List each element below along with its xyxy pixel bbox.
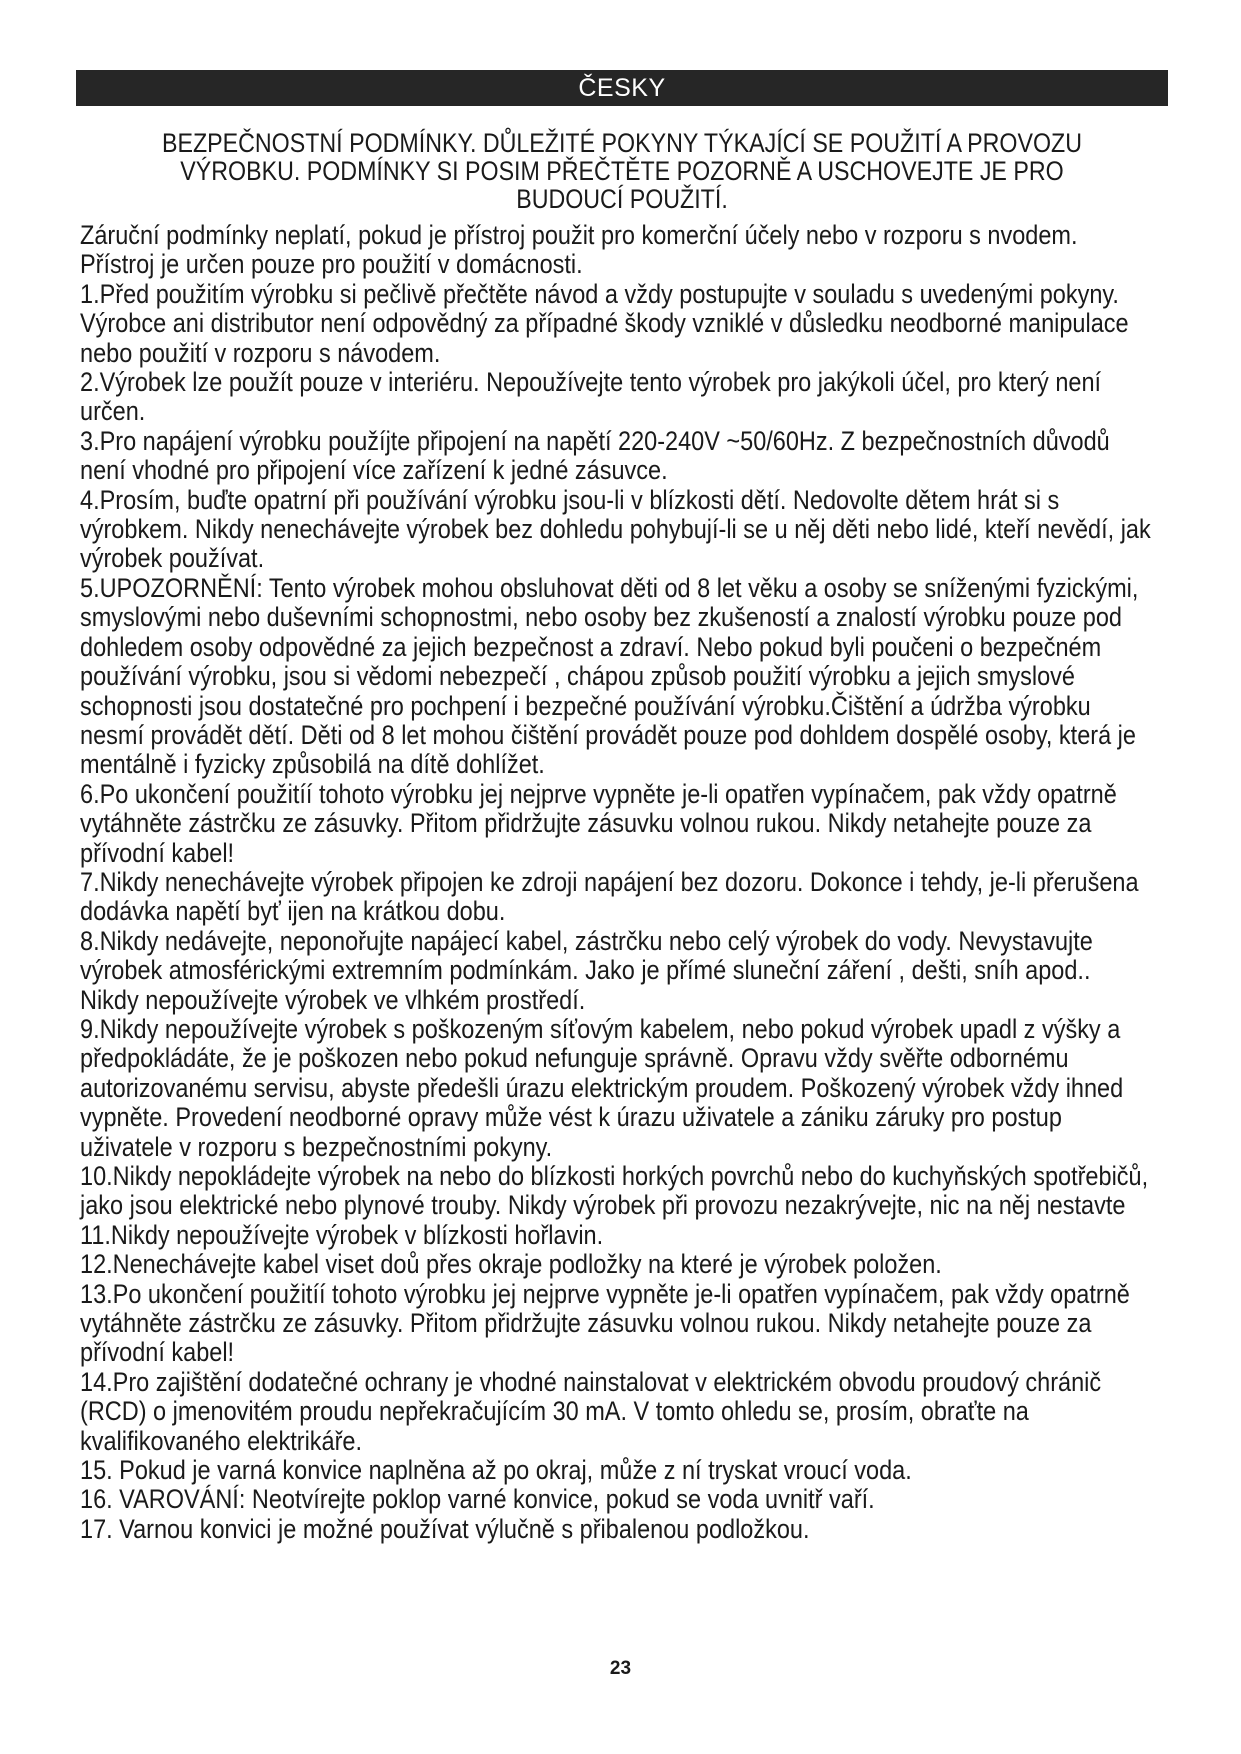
safety-item-6: 6.Po ukončení použitíí tohoto výrobku jej nejprve vypněte je-li opatřen vypínačem, pak vždy opatrně vytáhněte zástrčku ze zásuvky. Přitom přidržujte zásuvku volnou rukou. Nikdy netahejte pouze za přívodní kabel!	[80, 778, 1117, 868]
safety-content	[80, 221, 1152, 1544]
safety-item-17: 17. Varnou konvici je možné používat výlučně s přibalenou podložkou.	[80, 1513, 810, 1544]
safety-item-7: 7.Nikdy nenechávejte výrobek připojen ke zdroji napájení bez dozoru. Dokonce i tehdy, je-li přerušena dodávka napětí byť ijen na krátkou dobu.	[80, 866, 1139, 927]
safety-item-1: 1.Před použitím výrobku si pečlivě přečtěte návod a vždy postupujte v souladu s uvedenými pokyny. Výrobce ani distributor není odpovědný za případné škody vzniklé v důsledku neodborné manipulace nebo použití v rozporu s návodem.	[80, 278, 1129, 368]
safety-item-3: 3.Pro napájení výrobku použíjte připojení na napětí 220-240V ~50/60Hz. Z bezpečnostních důvodů není vhodné pro připojení více zařízení k jedné zásuvce.	[80, 425, 1110, 486]
safety-item-4: 4.Prosím, buďte opatrní při používání výrobku jsou-li v blízkosti dětí. Nedovolte dětem hrát si s výrobkem. Nikdy nenechávejte výrobek bez dohledu pohybují-li se u něj děti nebo lidé, kteří nevědí, jak výrobek používat.	[80, 484, 1151, 574]
safety-item-10: 10.Nikdy nepokládejte výrobek na nebo do blízkosti horkých povrchů nebo do kuchyňských spotřebičů, jako jsou elektrické nebo plynové trouby. Nikdy výrobek při provozu nezakrývejte, nic na něj nestavte	[80, 1161, 1149, 1221]
safety-item-12: 12.Nenechávejte kabel viset doů přes okraje podložky na které je výrobek položen.	[80, 1249, 942, 1280]
safety-item-9: 9.Nikdy nepoužívejte výrobek s poškozeným síťovým kabelem, nebo pokud výrobek upadl z výšky a předpokládáte, že je poškozen nebo pokud nefunguje správně. Opravu vždy svěřte odbornému autorizovanému servisu, abyste předešli úrazu elektrickým proudem. Poškozený výrobek vždy ihned vypněte. Provedení neodborné opravy může vést k úrazu uživatele a zániku záruky pro postup uživatele v rozporu s bezpečnostními pokyny.	[80, 1013, 1124, 1162]
language-label: ČESKY	[578, 74, 666, 102]
safety-item-15: 15. Pokud je varná konvice naplněna až po okraj, může z ní tryskat vroucí voda.	[80, 1455, 912, 1486]
page-number: 23	[609, 1658, 632, 1679]
safety-item-13: 13.Po ukončení použitíí tohoto výrobku jej nejprve vypněte je-li opatřen vypínačem, pak vždy opatrně vytáhněte zástrčku ze zásuvky. Přitom přidržujte zásuvku volnou rukou. Nikdy netahejte pouze za přívodní kabel!	[80, 1278, 1130, 1368]
safety-item-8: 8.Nikdy nedávejte, neponořujte napájecí kabel, zástrčku nebo celý výrobek do vody. Nevystavujte výrobek atmosférickými extremním podmínkám. Jako je přímé sluneční záření , dešti, sníh apod.. Nikdy nepoužívejte výrobek ve vlhkém prostředí.	[80, 925, 1093, 1015]
safety-item-14: 14.Pro zajištění dodatečné ochrany je vhodné nainstalovat v elektrickém obvodu proudový chránič (RCD) o jmenovitém proudu nepřekračujícím 30 mA. V tomto ohledu se, prosím, obraťte na kvalifikovaného elektrikáře.	[80, 1366, 1102, 1456]
safety-item-2: 2.Výrobek lze použít pouze v interiéru. Nepoužívejte tento výrobek pro jakýkoli účel, pro který není určen.	[80, 367, 1102, 427]
language-header-bar	[76, 70, 1168, 106]
safety-item-16: 16. VAROVÁNÍ: Neotvírejte poklop varné konvice, pokud se voda uvnitř vaří.	[80, 1484, 875, 1515]
warranty-intro: Záruční podmínky neplatí, pokud je přístroj použit pro komerční účely nebo v rozporu s nvodem. Přístroj je určen pouze pro použití v domácnosti.	[80, 220, 1078, 280]
safety-item-5: 5.UPOZORNĚNÍ: Tento výrobek mohou obsluhovat děti od 8 let věku a osoby se sníženými fyzickými, smyslovými nebo duševními schopnostmi, nebo osoby bez zkušeností a znalostí výrobku pouze pod dohledem osoby odpovědné za jejich bezpečnost a zdraví. Nebo pokud byli poučeni o bezpečném používání výrobku, jsou si vědomi nebezpečí , chápou způsob použití výrobku a jejich smyslové schopnosti jsou dostatečné pro pochpení i bezpečné používání výrobku.Čištění a údržba výrobku nesmí provádět dětí. Děti od 8 let mohou čištění provádět pouze pod dohldem dospělé osoby, která je mentálně i fyzicky způsobilá na dítě dohlížet.	[80, 572, 1139, 780]
safety-item-11: 11.Nikdy nepoužívejte výrobek v blízkosti hořlavin.	[80, 1219, 604, 1250]
safety-title: BEZPEČNOSTNÍ PODMÍNKY. DŮLEŽITÉ POKYNY TÝKAJÍCÍ SE POUŽITÍ A PROVOZU VÝROBKU. PODMÍNKY SI POSIM PŘEČTĚTE POZORNĚ A USCHOVEJTE JE PRO BUDOUCÍ POUŽITÍ.	[162, 128, 1082, 214]
